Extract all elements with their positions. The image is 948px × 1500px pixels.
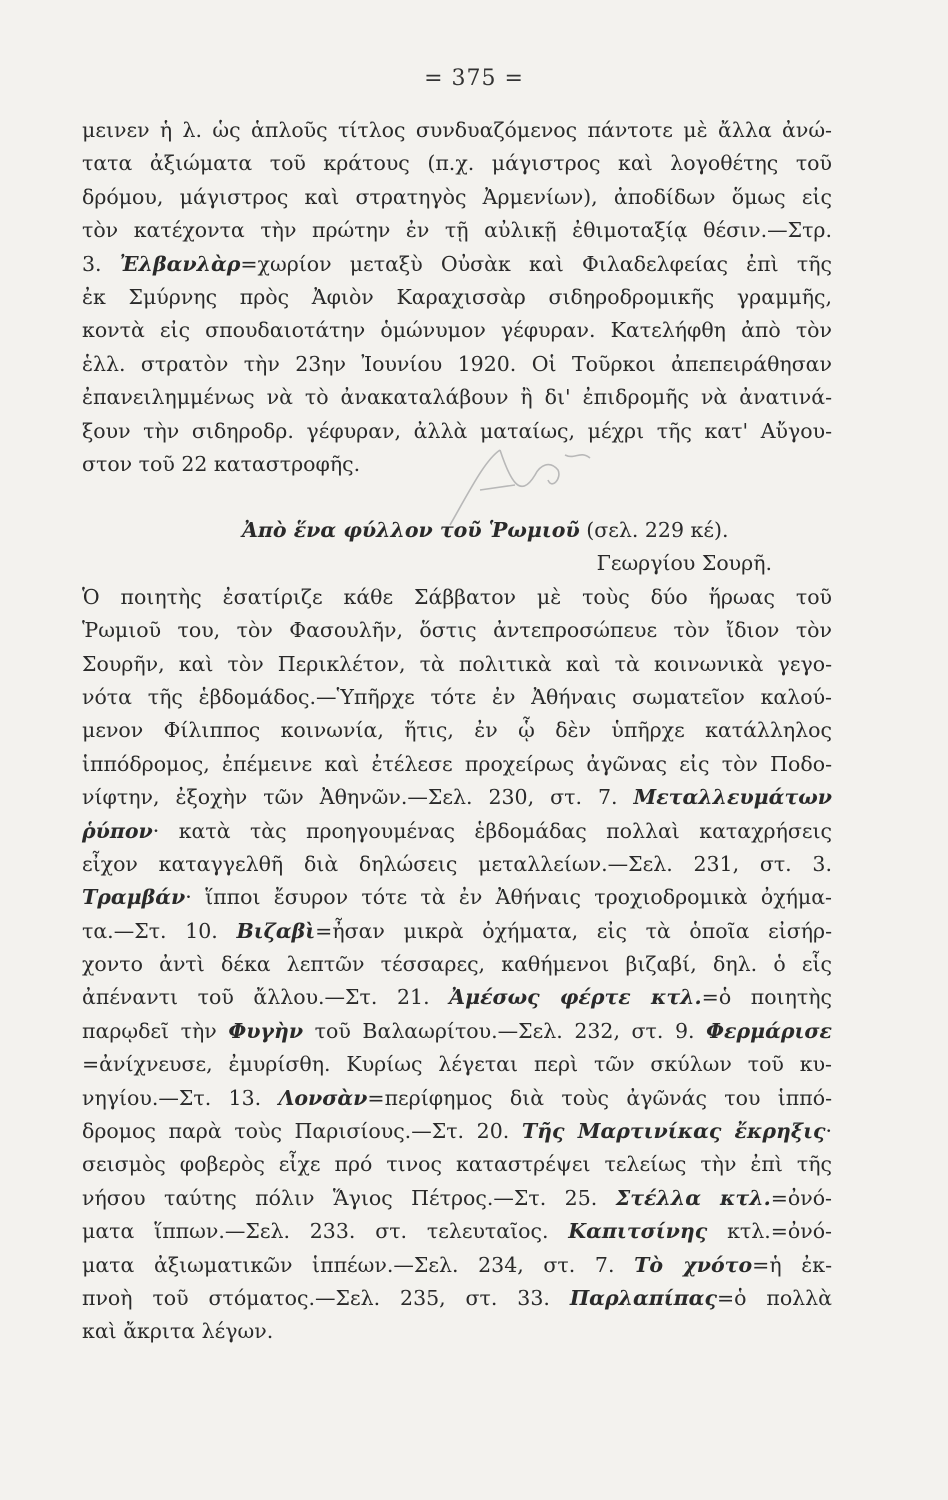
text-line xyxy=(82,147,832,180)
text-line xyxy=(82,1315,832,1348)
text-segment: · xyxy=(825,1119,832,1144)
text-line xyxy=(82,848,832,881)
bold-term: Ἀμέσως φέρτε κτλ. xyxy=(449,985,702,1010)
text-segment: Σουρῆν, καὶ τὸν Περικλέτον, τὰ πολιτικὰ καὶ τὰ κοινωνικὰ γεγο- xyxy=(82,651,832,676)
text-segment: μενον Φίλιππος κοινωνία, ἥτις, ἐν ᾧ δὲν ὑπῆρχε κατάλληλος xyxy=(82,718,832,743)
text-segment: =ὀνό- xyxy=(770,1185,832,1210)
section-title: Ἀπὸ ἕνα φύλλον τοῦ Ῥωμιοῦ xyxy=(242,518,580,542)
text-line xyxy=(82,948,832,981)
text-line xyxy=(82,614,832,647)
text-segment: =ὁ πολλὰ xyxy=(716,1285,832,1310)
section-title-ref: (σελ. 229 κέ). xyxy=(586,518,729,542)
text-segment: ματα ἀξιωματικῶν ἱππέων.—Σελ. 234, στ. 7. xyxy=(82,1252,635,1277)
text-segment: κτλ.=ὀνό- xyxy=(707,1219,832,1244)
text-line xyxy=(82,1082,832,1115)
text-line xyxy=(82,981,832,1014)
section xyxy=(82,514,832,1349)
text-line xyxy=(82,581,832,614)
bold-term: Ἐλβανλὰρ xyxy=(119,251,241,276)
text-line xyxy=(82,714,832,747)
text-line xyxy=(82,1148,832,1181)
text-line xyxy=(82,1115,832,1148)
text-line xyxy=(82,915,832,948)
text-segment: νίφτην, ἐξοχὴν τῶν Ἀθηνῶν.—Σελ. 230, στ. 7. xyxy=(82,785,634,810)
text-segment: καὶ ἄκριτα λέγων. xyxy=(82,1319,274,1344)
text-line xyxy=(82,748,832,781)
text-segment: ἐκ Σμύρνης πρὸς Ἀφιὸν Καραχισσὰρ σιδηροδρομικῆς γραμμῆς, xyxy=(82,284,832,309)
text-segment: παρῳδεῖ τὴν xyxy=(82,1018,229,1043)
text-segment: στον τοῦ 22 καταστροφῆς. xyxy=(82,451,361,476)
text-line xyxy=(82,815,832,848)
bold-term: Καπιτσίνης xyxy=(568,1219,708,1244)
section-heading xyxy=(82,514,832,547)
text-segment: τατα ἀξιώματα τοῦ κράτους (π.χ. μάγιστρος καὶ λογοθέτης τοῦ xyxy=(82,151,832,176)
text-segment: τὸν κατέχοντα τὴν πρώτην ἐν τῇ αὐλικῇ ἐθιμοταξίᾳ θέσιν.—Στρ. xyxy=(82,218,832,243)
text-line xyxy=(82,1048,832,1081)
text-segment: νηγίου.—Στ. 13. xyxy=(82,1085,279,1110)
page-number: = 375 = xyxy=(424,66,524,91)
text-segment: δρόμου, μάγιστρος καὶ στρατηγὸς Ἀρμενίων), ἀποδίδων ὅμως εἰς xyxy=(82,184,832,209)
text-segment: ἑλλ. στρατὸν τὴν 23ην Ἰουνίου 1920. Οἱ Τοῦρκοι ἀπεπειράθησαν xyxy=(82,351,832,376)
bold-term: Βιζαβὶ xyxy=(236,918,316,943)
text-line xyxy=(82,181,832,214)
text-line xyxy=(82,648,832,681)
section-author: Γεωργίου Σουρῆ. xyxy=(596,551,772,576)
text-segment: =χωρίον μεταξὺ Οὐσὰκ καὶ Φιλαδελφείας ἐπὶ τῆς xyxy=(240,251,833,276)
text-segment: τοῦ Βαλαωρίτου.—Σελ. 232, στ. 9. xyxy=(303,1018,707,1043)
bold-term: Φερμάρισε xyxy=(706,1018,833,1043)
text-segment: εἶχον καταγγελθῆ διὰ δηλώσεις μεταλλείων.—Σελ. 231, στ. 3. xyxy=(82,851,832,876)
bold-term: Τὸ χνότο xyxy=(634,1252,753,1277)
text-line xyxy=(82,114,832,147)
text-segment: ἱππόδρομος, ἐπέμεινε καὶ ἐτέλεσε προχείρως ἀγῶνας εἰς τὸν Ποδο- xyxy=(82,751,832,776)
bold-term: Στέλλα κτλ. xyxy=(615,1185,771,1210)
text-line xyxy=(82,881,832,914)
bold-term: Φυγὴν xyxy=(228,1018,304,1043)
bold-term: Τῆς Μαρτινίκας ἔκρηξις xyxy=(521,1119,826,1144)
text-line xyxy=(82,214,832,247)
text-segment: ἀπέναντι τοῦ ἄλλου.—Στ. 21. xyxy=(82,985,450,1010)
bold-term: Τραμβάν xyxy=(82,885,186,910)
text-segment: νήσου ταύτης πόλιν Ἅγιος Πέτρος.—Στ. 25. xyxy=(82,1185,616,1210)
paragraph-1 xyxy=(82,114,832,481)
text-line xyxy=(82,281,832,314)
text-segment: · ἵπποι ἔσυρον τότε τὰ ἐν Ἀθήναις τροχιοδρομικὰ ὀχήμα- xyxy=(185,885,832,910)
text-segment: · κατὰ τὰς προηγουμένας ἑβδομάδας πολλαὶ καταχρήσεις xyxy=(152,818,832,843)
text-line xyxy=(82,781,832,814)
bold-term: Λονσὰν xyxy=(278,1085,368,1110)
text-line xyxy=(82,681,832,714)
text-segment: ματα ἵππων.—Σελ. 233. στ. τελευταῖος. xyxy=(82,1219,569,1244)
text-segment: =ἦσαν μικρὰ ὀχήματα, εἰς τὰ ὁποῖα εἰσήρ- xyxy=(315,918,832,943)
text-segment: κοντὰ εἰς σπουδαιοτάτην ὁμώνυμον γέφυραν. Κατελήφθη ἀπὸ τὸν xyxy=(82,318,832,343)
text-segment: δρομος παρὰ τοὺς Παρισίους.—Στ. 20. xyxy=(82,1119,522,1144)
text-segment: 3. xyxy=(82,251,120,276)
text-line xyxy=(82,1015,832,1048)
text-segment: τα.—Στ. 10. xyxy=(82,918,237,943)
text-line xyxy=(82,381,832,414)
text-line xyxy=(82,1182,832,1215)
text-line xyxy=(82,1215,832,1248)
text-segment: =περίφημος διὰ τοὺς ἀγῶνάς του ἱππό- xyxy=(367,1085,833,1110)
text-segment: ἐπανειλημμένως νὰ τὸ ἀνακαταλάβουν ἢ δι' ἐπιδρομῆς νὰ ἀνατινά- xyxy=(82,385,832,410)
text-segment: =ἡ ἐκ- xyxy=(752,1252,832,1277)
text-segment: νότα τῆς ἑβδομάδος.—Ὑπῆρχε τότε ἐν Ἀθήναις σωματεῖον καλού- xyxy=(82,684,832,709)
text-segment: πνοὴ τοῦ στόματος.—Σελ. 235, στ. 33. xyxy=(82,1285,570,1310)
bold-term: Μεταλλευμάτων xyxy=(633,785,832,810)
bold-term: ῥύπον xyxy=(82,818,153,843)
text-segment: =ὁ ποιητὴς xyxy=(701,985,832,1010)
text-segment: Ὁ ποιητὴς ἐσατίριζε κάθε Σάββατον μὲ τοὺς δύο ἥρωας τοῦ xyxy=(82,584,832,609)
text-segment: χοντο ἀντὶ δέκα λεπτῶν τέσσαρες, καθήμενοι βιζαβί, δηλ. ὁ εἷς xyxy=(82,952,832,977)
bold-term: Παρλαπίπας xyxy=(569,1285,717,1310)
text-segment: =ἀνίχνευσε, ἐμυρίσθη. Κυρίως λέγεται περὶ τῶν σκύλων τοῦ κυ- xyxy=(82,1052,832,1077)
text-line xyxy=(82,1249,832,1282)
text-line xyxy=(82,248,832,281)
text-segment: μεινεν ἡ λ. ὡς ἁπλοῦς τίτλος συνδυαζόμενος πάντοτε μὲ ἄλλα ἀνώ- xyxy=(82,118,832,142)
text-segment: σεισμὸς φοβερὸς εἶχε πρό τινος καταστρέψει τελείως τὴν ἐπὶ τῆς xyxy=(82,1152,832,1177)
paragraph-2 xyxy=(82,581,832,1349)
text-segment: Ῥωμιοῦ του, τὸν Φασουλῆν, ὅστις ἀντεπροσώπευε τὸν ἴδιον τὸν xyxy=(82,618,832,643)
text-line xyxy=(82,314,832,347)
text-line xyxy=(82,1282,832,1315)
text-segment: ξουν τὴν σιδηροδρ. γέφυραν, ἀλλὰ ματαίως, μέχρι τῆς κατ' Αὔγου- xyxy=(82,418,832,443)
text-line xyxy=(82,348,832,381)
